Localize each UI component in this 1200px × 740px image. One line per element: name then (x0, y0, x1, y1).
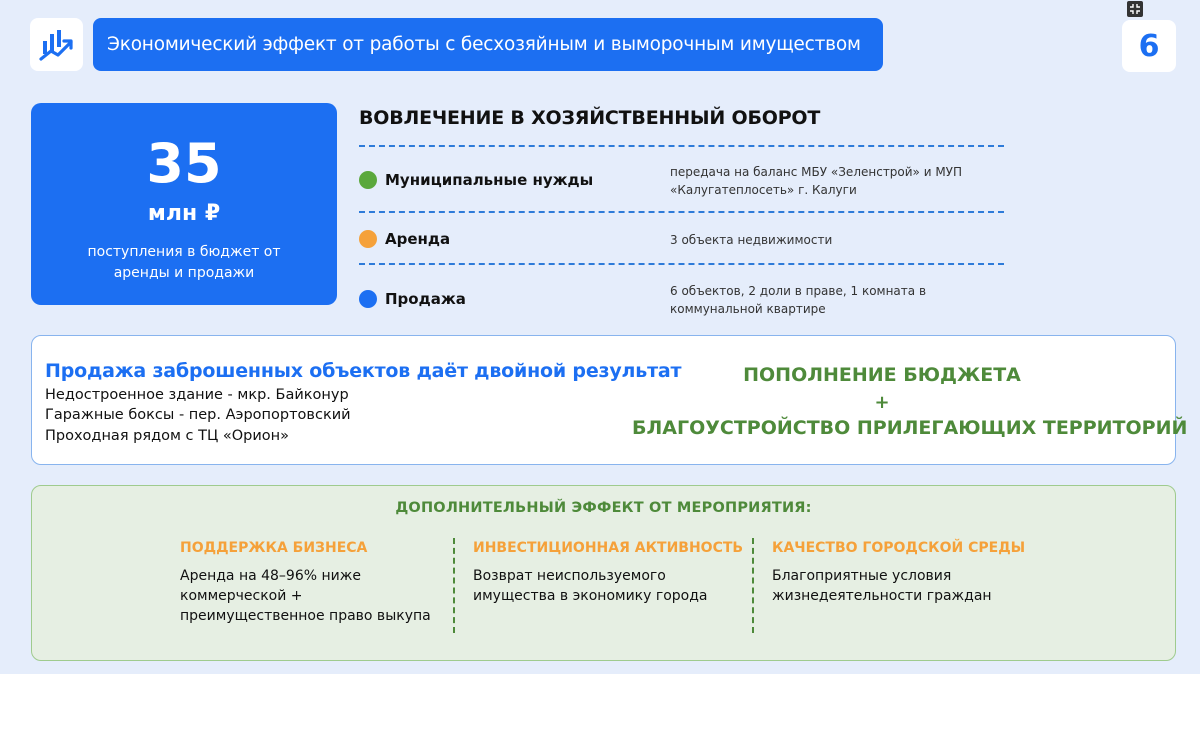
involvement-row-name: Продажа (385, 290, 466, 308)
sale-item: Проходная рядом с ТЦ «Орион» (45, 428, 289, 444)
divider (359, 211, 1004, 213)
effect-text: Аренда на 48–96% ниже коммерческой + преимущественное право выкупа (180, 568, 431, 624)
effect-column-urban (772, 540, 1032, 606)
divider (359, 145, 1004, 147)
page-number: 6 (1122, 20, 1176, 72)
effect-text: Возврат неиспользуемого имущества в экономику города (473, 568, 708, 604)
sale-item: Гаражные боксы - пер. Аэропортовский (45, 407, 351, 423)
divider (359, 263, 1004, 265)
result-plus: + (874, 392, 890, 413)
sale-panel (31, 335, 1188, 465)
column-divider (453, 538, 455, 633)
budget-stat-card (31, 103, 337, 305)
involvement-row-note: 3 объекта недвижимости (670, 233, 833, 247)
effect-text: Благоприятные условия жизнедеятельности граждан (772, 568, 992, 604)
involvement-row-name: Муниципальные нужды (385, 171, 594, 189)
involvement-row-name: Аренда (385, 230, 451, 248)
effect-heading: ИНВЕСТИЦИОННАЯ АКТИВНОСТЬ (473, 540, 744, 556)
result-improvement: БЛАГОУСТРОЙСТВО ПРИЛЕГАЮЩИХ ТЕРРИТОРИЙ (632, 417, 1188, 439)
result-budget: ПОПОЛНЕНИЕ БЮДЖЕТА (743, 364, 1021, 386)
involvement-row-note: передача на баланс МБУ «Зеленстрой» и МУП «Калугатеплосеть» г. Калуги (670, 165, 963, 197)
chart-growth-icon (39, 28, 75, 62)
effect-heading: ПОДДЕРЖКА БИЗНЕСА (180, 540, 368, 556)
column-divider (752, 538, 754, 633)
logo (30, 18, 83, 71)
stat-unit: млн ₽ (147, 201, 221, 226)
sale-item: Недостроенное здание - мкр. Байконур (45, 387, 349, 403)
effect-column-business (180, 540, 435, 626)
fullscreen-icon[interactable] (1127, 1, 1143, 17)
page-title: Экономический эффект от работы с бесхозяйным и выморочным имуществом (93, 18, 883, 71)
stat-description: поступления в бюджет от аренды и продажи (87, 244, 281, 281)
blue-dot-icon (359, 290, 377, 308)
orange-dot-icon (359, 230, 377, 248)
effect-heading: КАЧЕСТВО ГОРОДСКОЙ СРЕДЫ (772, 540, 1026, 556)
additional-effect-title: ДОПОЛНИТЕЛЬНЫЙ ЭФФЕКТ ОТ МЕРОПРИЯТИЯ: (395, 500, 812, 516)
green-dot-icon (359, 171, 377, 189)
additional-effect-panel (31, 485, 1176, 661)
effect-column-investment (473, 540, 743, 606)
sale-title: Продажа заброшенных объектов даёт двойной результат (45, 360, 682, 382)
stat-value: 35 (146, 132, 222, 195)
involvement-row-note: 6 объектов, 2 доли в праве, 1 комната в коммунальной квартире (670, 284, 927, 316)
involvement-title: ВОВЛЕЧЕНИЕ В ХОЗЯЙСТВЕННЫЙ ОБОРОТ (359, 107, 821, 129)
